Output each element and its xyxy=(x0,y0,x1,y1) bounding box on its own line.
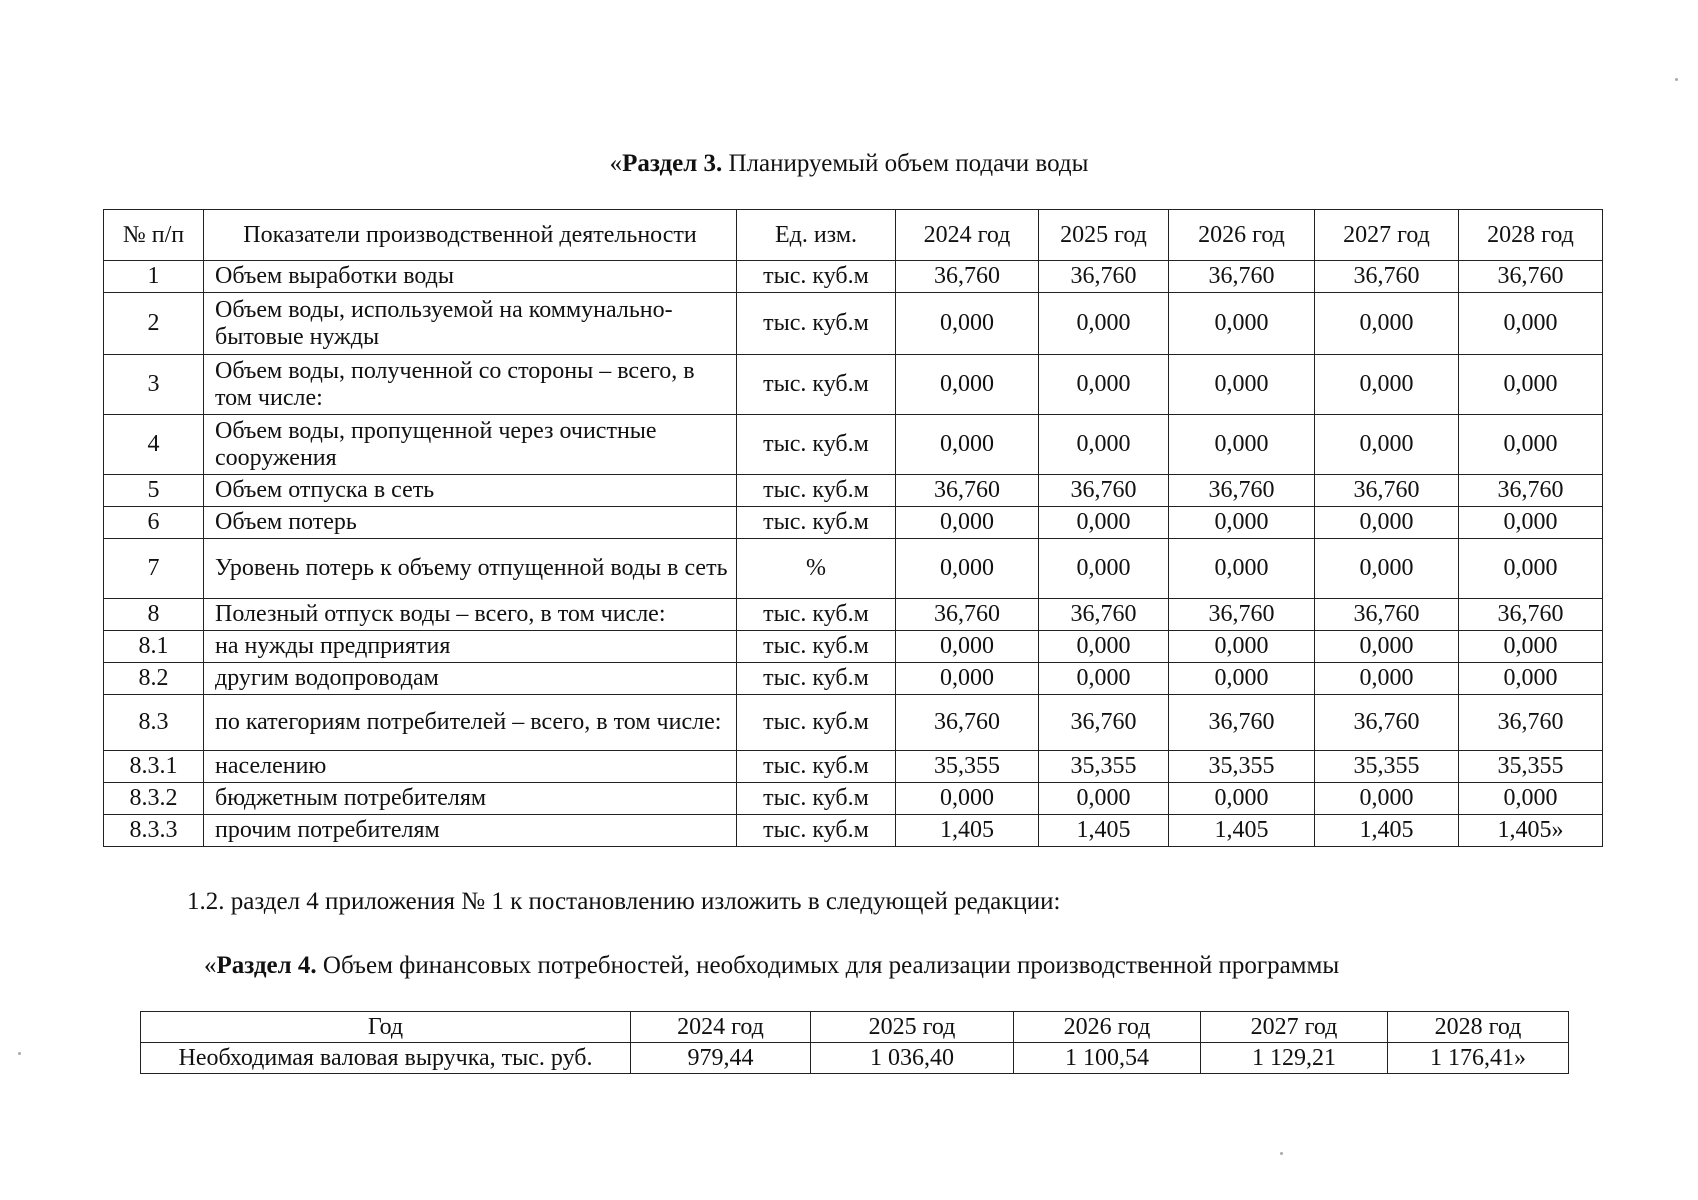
indicator-name: Объем воды, используемой на коммунально-бытовые нужды xyxy=(204,293,737,355)
indicator-name: Объем воды, пропущенной через очистные сооружения xyxy=(204,415,737,475)
header-cell: 2028 год xyxy=(1388,1012,1569,1043)
value-cell: 0,000 xyxy=(1459,539,1603,599)
value-cell: 36,760 xyxy=(1169,261,1315,293)
row-number: 8.3.1 xyxy=(104,751,204,783)
value-cell: 0,000 xyxy=(896,507,1039,539)
value-cell: 0,000 xyxy=(1039,293,1169,355)
header-cell: 2025 год xyxy=(811,1012,1014,1043)
indicator-name: Объем потерь xyxy=(204,507,737,539)
indicator-name: по категориям потребителей – всего, в том числе: xyxy=(204,695,737,751)
value-cell: 0,000 xyxy=(1315,415,1459,475)
amendment-paragraph: 1.2. раздел 4 приложения № 1 к постановлению изложить в следующей редакции: xyxy=(187,888,1061,915)
value-cell: 0,000 xyxy=(896,539,1039,599)
unit-cell: тыс. куб.м xyxy=(737,631,896,663)
table-row xyxy=(104,663,1603,695)
value-cell: 0,000 xyxy=(1459,663,1603,695)
value-cell: 1,405» xyxy=(1459,815,1603,847)
value-cell: 1,405 xyxy=(896,815,1039,847)
indicator-name: Объем выработки воды xyxy=(204,261,737,293)
table-row xyxy=(104,507,1603,539)
scan-speck xyxy=(1675,78,1678,81)
value-cell: 0,000 xyxy=(896,415,1039,475)
row-number: 1 xyxy=(104,261,204,293)
table-row xyxy=(104,695,1603,751)
financial-needs-table xyxy=(140,1011,1569,1074)
value-cell: 35,355 xyxy=(1315,751,1459,783)
section-4-title xyxy=(204,950,1339,982)
unit-cell: тыс. куб.м xyxy=(737,293,896,355)
header-cell: 2027 год xyxy=(1315,210,1459,261)
header-cell: 2024 год xyxy=(631,1012,811,1043)
value-cell: 35,355 xyxy=(1169,751,1315,783)
value-cell: 0,000 xyxy=(1039,507,1169,539)
value-cell: 0,000 xyxy=(1169,355,1315,415)
unit-cell: тыс. куб.м xyxy=(737,355,896,415)
table-row xyxy=(104,415,1603,475)
value-cell: 36,760 xyxy=(1315,261,1459,293)
value-cell: 0,000 xyxy=(1039,415,1169,475)
scan-speck xyxy=(1280,1152,1283,1155)
table-row xyxy=(104,599,1603,631)
table-row xyxy=(104,475,1603,507)
header-cell: Ед. изм. xyxy=(737,210,896,261)
value-cell: 0,000 xyxy=(896,355,1039,415)
value-cell: 1,405 xyxy=(1169,815,1315,847)
value-cell: 36,760 xyxy=(1459,599,1603,631)
row-number: 6 xyxy=(104,507,204,539)
value-cell: 1 176,41» xyxy=(1388,1043,1569,1074)
value-cell: 0,000 xyxy=(1315,293,1459,355)
value-cell: 36,760 xyxy=(1169,599,1315,631)
value-cell: 0,000 xyxy=(1459,783,1603,815)
row-number: 3 xyxy=(104,355,204,415)
table-row xyxy=(104,751,1603,783)
value-cell: 36,760 xyxy=(1459,475,1603,507)
section-3-label: Раздел 3. xyxy=(622,150,723,177)
value-cell: 0,000 xyxy=(896,783,1039,815)
value-cell: 0,000 xyxy=(896,293,1039,355)
header-cell: Год xyxy=(141,1012,631,1043)
header-cell: № п/п xyxy=(104,210,204,261)
value-cell: 36,760 xyxy=(1039,261,1169,293)
value-cell: 0,000 xyxy=(1169,507,1315,539)
value-cell: 35,355 xyxy=(1039,751,1169,783)
value-cell: 1,405 xyxy=(1039,815,1169,847)
scan-speck xyxy=(18,1052,21,1055)
section-4-heading-text: Объем финансовых потребностей, необходимых для реализации производственной программы xyxy=(316,952,1340,979)
value-cell: 0,000 xyxy=(1039,663,1169,695)
value-cell: 36,760 xyxy=(1459,261,1603,293)
value-cell: 36,760 xyxy=(896,261,1039,293)
value-cell: 36,760 xyxy=(1315,475,1459,507)
indicator-name: бюджетным потребителям xyxy=(204,783,737,815)
unit-cell: тыс. куб.м xyxy=(737,695,896,751)
value-cell: 0,000 xyxy=(1459,293,1603,355)
table-row xyxy=(141,1043,1569,1074)
value-cell: 0,000 xyxy=(1169,631,1315,663)
header-cell: 2025 год xyxy=(1039,210,1169,261)
value-cell: 36,760 xyxy=(1315,599,1459,631)
unit-cell: тыс. куб.м xyxy=(737,815,896,847)
value-cell: 36,760 xyxy=(1169,475,1315,507)
indicator-name: на нужды предприятия xyxy=(204,631,737,663)
value-cell: 0,000 xyxy=(1459,507,1603,539)
unit-cell: тыс. куб.м xyxy=(737,415,896,475)
value-cell: 36,760 xyxy=(1039,695,1169,751)
value-cell: 0,000 xyxy=(896,663,1039,695)
table-row xyxy=(104,293,1603,355)
header-cell: 2028 год xyxy=(1459,210,1603,261)
value-cell: 0,000 xyxy=(1169,415,1315,475)
value-cell: 36,760 xyxy=(1459,695,1603,751)
value-cell: 0,000 xyxy=(1315,355,1459,415)
unit-cell: тыс. куб.м xyxy=(737,599,896,631)
value-cell: 0,000 xyxy=(1315,507,1459,539)
value-cell: 36,760 xyxy=(1039,599,1169,631)
table-row xyxy=(104,539,1603,599)
value-cell: 0,000 xyxy=(1315,539,1459,599)
opening-quote: « xyxy=(609,150,623,177)
indicator-name: другим водопроводам xyxy=(204,663,737,695)
unit-cell: тыс. куб.м xyxy=(737,261,896,293)
row-number: 2 xyxy=(104,293,204,355)
value-cell: 979,44 xyxy=(631,1043,811,1074)
value-cell: 0,000 xyxy=(1315,631,1459,663)
header-cell: 2026 год xyxy=(1014,1012,1201,1043)
opening-quote: « xyxy=(204,952,217,979)
value-cell: 36,760 xyxy=(896,695,1039,751)
indicator-name: прочим потребителям xyxy=(204,815,737,847)
value-cell: 35,355 xyxy=(896,751,1039,783)
unit-cell: % xyxy=(737,539,896,599)
row-number: 8.3.2 xyxy=(104,783,204,815)
value-cell: 0,000 xyxy=(1039,783,1169,815)
row-number: 8.3 xyxy=(104,695,204,751)
value-cell: 0,000 xyxy=(1315,783,1459,815)
indicator-name: Объем отпуска в сеть xyxy=(204,475,737,507)
header-cell: Показатели производственной деятельности xyxy=(204,210,737,261)
value-cell: 36,760 xyxy=(896,599,1039,631)
value-cell: 36,760 xyxy=(1315,695,1459,751)
header-cell: 2027 год xyxy=(1201,1012,1388,1043)
unit-cell: тыс. куб.м xyxy=(737,507,896,539)
row-number: 8 xyxy=(104,599,204,631)
water-supply-table xyxy=(103,209,1603,847)
unit-cell: тыс. куб.м xyxy=(737,783,896,815)
table-header-row xyxy=(141,1012,1569,1043)
value-cell: 0,000 xyxy=(1039,631,1169,663)
row-number: 8.3.3 xyxy=(104,815,204,847)
row-number: 5 xyxy=(104,475,204,507)
value-cell: 36,760 xyxy=(1039,475,1169,507)
value-cell: 0,000 xyxy=(1169,663,1315,695)
value-cell: 0,000 xyxy=(1459,631,1603,663)
unit-cell: тыс. куб.м xyxy=(737,663,896,695)
value-cell: 0,000 xyxy=(1169,293,1315,355)
value-cell: 1 129,21 xyxy=(1201,1043,1388,1074)
value-cell: 0,000 xyxy=(1315,663,1459,695)
indicator-name: Объем воды, полученной со стороны – всего, в том числе: xyxy=(204,355,737,415)
value-cell: 0,000 xyxy=(1169,539,1315,599)
row-number: 8.2 xyxy=(104,663,204,695)
value-cell: 35,355 xyxy=(1459,751,1603,783)
value-cell: 1,405 xyxy=(1315,815,1459,847)
value-cell: 0,000 xyxy=(1039,539,1169,599)
table-row xyxy=(104,261,1603,293)
header-cell: 2024 год xyxy=(896,210,1039,261)
table-row xyxy=(104,815,1603,847)
row-number: 7 xyxy=(104,539,204,599)
header-cell: 2026 год xyxy=(1169,210,1315,261)
section-3-title xyxy=(0,148,1698,180)
value-cell: 0,000 xyxy=(1459,415,1603,475)
table-header-row xyxy=(104,210,1603,261)
unit-cell: тыс. куб.м xyxy=(737,751,896,783)
indicator-name: Полезный отпуск воды – всего, в том числе: xyxy=(204,599,737,631)
section-3-heading-text: Планируемый объем подачи воды xyxy=(722,150,1089,177)
row-label: Необходимая валовая выручка, тыс. руб. xyxy=(141,1043,631,1074)
table-row xyxy=(104,355,1603,415)
value-cell: 36,760 xyxy=(896,475,1039,507)
indicator-name: Уровень потерь к объему отпущенной воды в сеть xyxy=(204,539,737,599)
value-cell: 0,000 xyxy=(896,631,1039,663)
table-row xyxy=(104,631,1603,663)
unit-cell: тыс. куб.м xyxy=(737,475,896,507)
section-4-label: Раздел 4. xyxy=(216,952,317,979)
indicator-name: населению xyxy=(204,751,737,783)
value-cell: 0,000 xyxy=(1039,355,1169,415)
value-cell: 1 100,54 xyxy=(1014,1043,1201,1074)
value-cell: 0,000 xyxy=(1459,355,1603,415)
value-cell: 0,000 xyxy=(1169,783,1315,815)
row-number: 8.1 xyxy=(104,631,204,663)
value-cell: 36,760 xyxy=(1169,695,1315,751)
row-number: 4 xyxy=(104,415,204,475)
value-cell: 1 036,40 xyxy=(811,1043,1014,1074)
table-row xyxy=(104,783,1603,815)
